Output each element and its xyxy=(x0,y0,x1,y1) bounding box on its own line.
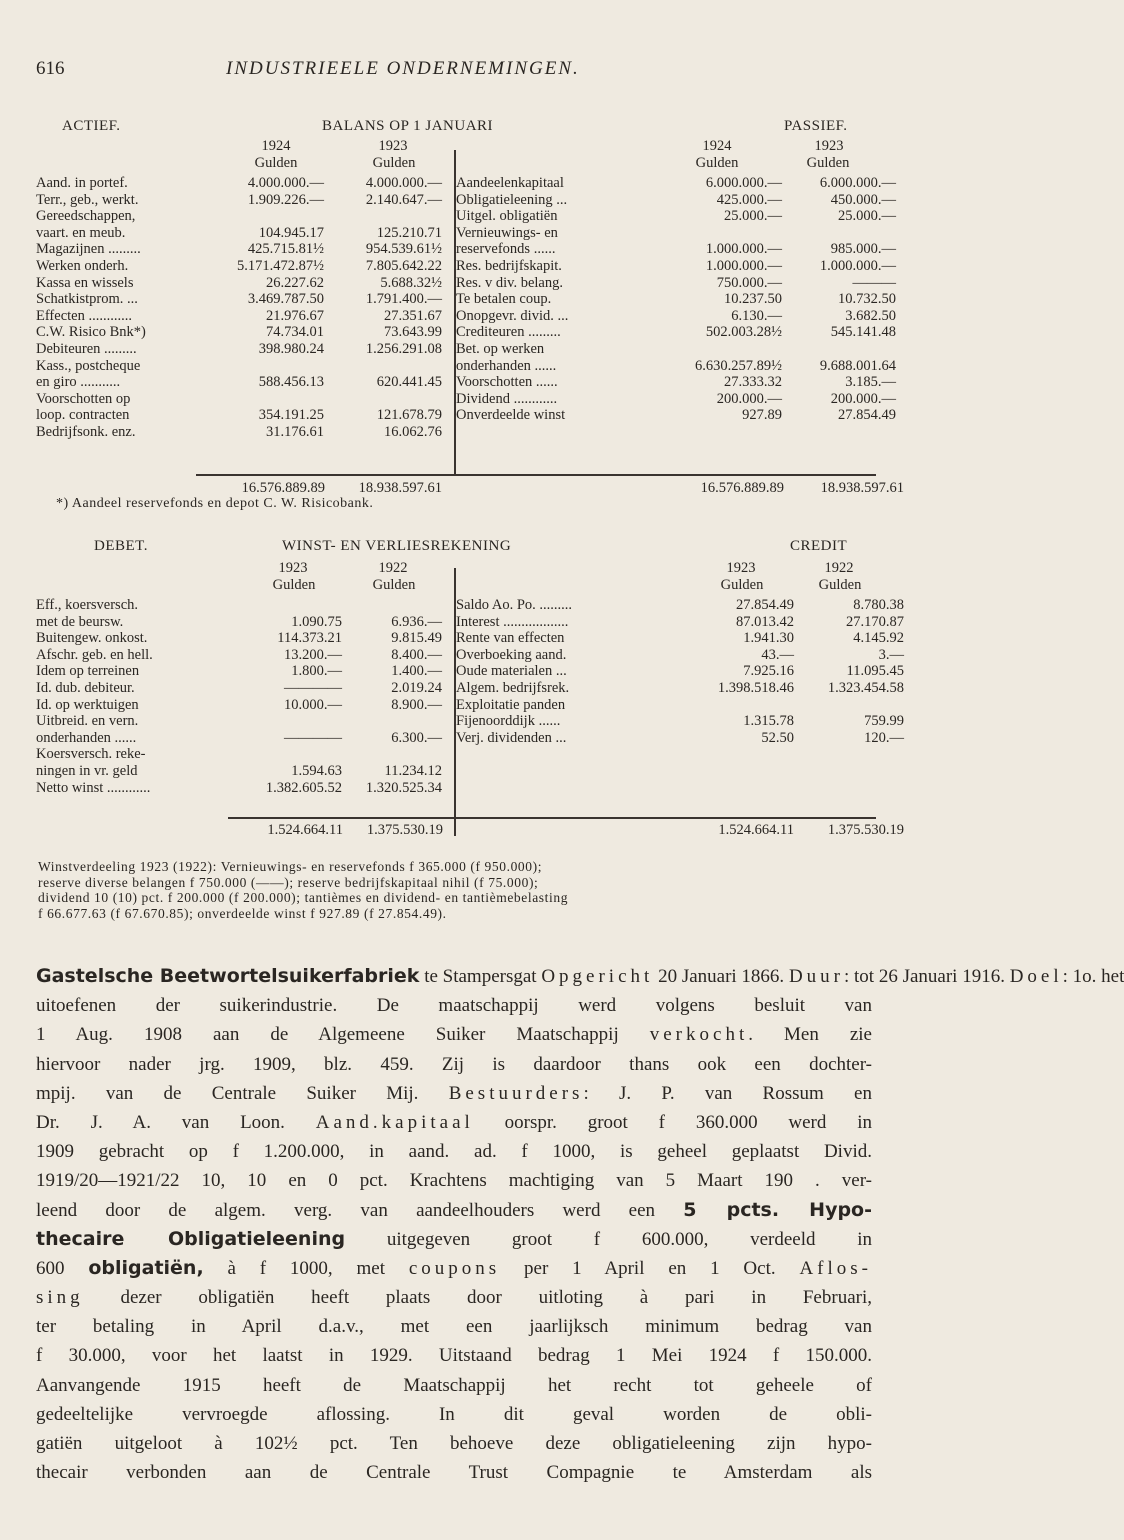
table-row xyxy=(36,308,456,324)
row-value: 31.176.61 xyxy=(266,424,324,440)
text-line xyxy=(36,962,1124,991)
table-row xyxy=(36,780,456,796)
text-line xyxy=(36,1254,872,1283)
text-line: Aanvangende 1915 heeft de Maatschappij het recht tot geheele of xyxy=(36,1374,872,1396)
row-value: 545.141.48 xyxy=(830,324,896,341)
col-year: 1923 xyxy=(814,138,844,154)
table-row xyxy=(36,663,456,679)
row-label: Dividend ............ xyxy=(456,390,558,407)
row-label: Werken onderh. xyxy=(36,258,129,274)
text-run: Opgericht xyxy=(541,966,654,987)
text-run: leend door de algem. verg. van aandeelhouders werd een xyxy=(36,1199,684,1221)
row-label: ningen in vr. geld xyxy=(36,763,138,779)
page-header xyxy=(36,58,876,88)
row-value: 954.539.61½ xyxy=(365,241,442,258)
total-value: 1.524.664.11 xyxy=(267,822,343,838)
row-value: 1.791.400.— xyxy=(365,291,442,308)
table-row xyxy=(456,390,896,407)
table-row xyxy=(36,291,456,307)
row-value: 27.170.87 xyxy=(846,613,904,630)
table-row xyxy=(456,407,896,424)
table-row xyxy=(456,597,904,613)
table-row xyxy=(456,191,896,208)
company-name: Gastelsche Beetwortelsuikerfabriek xyxy=(36,965,420,987)
row-value: 425.715.81½ xyxy=(247,241,324,258)
balans-passief-heading: PASSIEF. xyxy=(784,118,848,134)
text-line: ter betaling in April d.a.v., met een jaarlijksch minimum bedrag van xyxy=(36,1316,872,1338)
row-value: 10.000.— xyxy=(284,696,342,713)
total-value: 1.375.530.19 xyxy=(366,822,443,838)
table-row xyxy=(36,324,456,340)
row-value: 2.140.647.— xyxy=(365,191,442,208)
text-line xyxy=(36,1020,872,1049)
row-label: Verj. dividenden ... xyxy=(456,729,567,746)
row-value: 26.227.62 xyxy=(266,274,324,291)
col-unit: Gulden xyxy=(806,155,850,171)
row-value: 588.456.13 xyxy=(258,374,324,391)
row-value: 425.000.— xyxy=(716,191,782,208)
row-value: 398.980.24 xyxy=(258,341,324,357)
note-line: f 66.677.63 (f 67.670.85); onverdeelde winst f 927.89 (f 27.854.49). xyxy=(38,905,447,921)
row-value: 27.854.49 xyxy=(838,407,896,424)
row-label: Voorschotten ...... xyxy=(456,374,558,391)
table-row xyxy=(456,341,876,357)
row-value: 120.— xyxy=(864,729,904,746)
text-run: Duur xyxy=(788,966,844,987)
balans-unit-row xyxy=(36,155,876,171)
row-value: 6.130.— xyxy=(731,307,782,324)
row-value: 5.688.32½ xyxy=(380,274,442,291)
row-label: Algem. bedrijfsrek. xyxy=(456,680,570,696)
table-row xyxy=(36,241,456,257)
row-value: 87.013.42 xyxy=(736,613,794,630)
row-value: 1.256.291.08 xyxy=(365,341,442,357)
table-row xyxy=(456,680,904,696)
row-label: Onopgevr. divid. ... xyxy=(456,307,569,324)
table-row xyxy=(456,729,904,746)
row-value: 200.000.— xyxy=(830,390,896,407)
text-run: per 1 April en 1 Oct. xyxy=(500,1257,800,1279)
text-run: 20 Januari 1866. xyxy=(653,966,789,987)
table-row xyxy=(36,597,456,613)
text-run: Bestuurders xyxy=(448,1082,584,1104)
row-value: ———— xyxy=(284,729,342,746)
row-label: Aand. in portef. xyxy=(36,175,128,191)
row-value: 3.— xyxy=(878,646,904,663)
col-year: 1922 xyxy=(824,560,854,576)
table-row xyxy=(456,241,896,258)
row-label: Kassa en wissels xyxy=(36,274,134,291)
text-run: obligatiën, xyxy=(88,1256,204,1279)
wv-credit-heading: CREDIT xyxy=(790,538,848,554)
text-line xyxy=(36,1225,872,1254)
row-label: Schatkistprom. ... xyxy=(36,291,138,308)
row-label: Debiteuren ......... xyxy=(36,341,137,357)
text-run: : tot 26 Januari 1916. xyxy=(844,966,1010,987)
col-unit: Gulden xyxy=(372,155,416,171)
wv-title: WINST- EN VERLIESREKENING xyxy=(282,538,512,554)
row-value: 11.234.12 xyxy=(384,763,442,779)
row-value: 1.909.226.— xyxy=(247,191,324,208)
text-run: Aflos- xyxy=(799,1257,872,1279)
text-run: verkocht xyxy=(649,1024,749,1046)
row-value: 1.000.000.— xyxy=(705,241,782,258)
table-row xyxy=(36,358,456,374)
row-label: Voorschotten op xyxy=(36,390,131,407)
row-value: 4.000.000.— xyxy=(365,175,442,191)
running-head: INDUSTRIEELE ONDERNEMINGEN. xyxy=(226,58,580,79)
table-row xyxy=(456,663,904,680)
row-value: 27.854.49 xyxy=(736,597,794,613)
row-label: Terr., geb., werkt. xyxy=(36,191,139,208)
row-label: Saldo Ao. Po. ......... xyxy=(456,597,573,613)
row-label: Exploitatie panden xyxy=(456,696,566,713)
row-value: 7.805.642.22 xyxy=(365,258,442,274)
row-label: met de beursw. xyxy=(36,613,124,630)
row-value: 1.315.78 xyxy=(743,713,794,730)
row-value: 16.062.76 xyxy=(384,424,442,440)
row-label: Id. dub. debiteur. xyxy=(36,680,135,696)
row-label: Res. v div. belang. xyxy=(456,274,563,291)
row-value: 9.688.001.64 xyxy=(819,357,896,374)
row-value: 1.320.525.34 xyxy=(365,779,442,796)
wv-totals xyxy=(36,822,904,840)
row-value: 8.780.38 xyxy=(853,597,904,613)
text-line: gedeeltelijke vervroegde aflossing. In dit geval worden de obli- xyxy=(36,1403,872,1425)
row-value: 1.000.000.— xyxy=(705,258,782,274)
row-value: 502.003.28½ xyxy=(705,324,782,341)
row-label: en giro ........... xyxy=(36,374,121,391)
row-label: Uitgel. obligatiën xyxy=(456,208,558,225)
col-unit: Gulden xyxy=(720,577,764,593)
row-label: Rente van effecten xyxy=(456,630,565,647)
table-row xyxy=(36,192,456,208)
row-value: 25.000.— xyxy=(838,208,896,225)
text-run: oorspr. groot f 360.000 werd in xyxy=(473,1111,872,1133)
table-row xyxy=(36,614,456,630)
row-value: 620.441.45 xyxy=(376,374,442,391)
text-line xyxy=(36,1079,872,1108)
row-label: Id. op werktuigen xyxy=(36,696,139,713)
row-value: 104.945.17 xyxy=(258,224,324,241)
table-row xyxy=(36,208,456,224)
table-row xyxy=(456,713,904,730)
text-run: mpij. van de Centrale Suiker Mij. xyxy=(36,1082,449,1104)
row-label: Magazijnen ......... xyxy=(36,241,141,258)
table-row xyxy=(36,258,456,274)
row-value: 21.976.67 xyxy=(266,307,324,324)
text-run: à f 1000, met xyxy=(203,1257,409,1279)
table-row xyxy=(456,630,904,647)
text-run: 1 Aug. 1908 aan de Algemeene Suiker Maatschappij xyxy=(36,1024,650,1046)
wv-year-row xyxy=(36,560,876,576)
text-run: Dr. J. A. van Loon. xyxy=(36,1111,316,1133)
table-row xyxy=(36,424,456,440)
row-value: 27.333.32 xyxy=(724,374,782,391)
table-row xyxy=(36,175,456,191)
row-value: 3.185.— xyxy=(845,374,896,391)
text-run: dezer obligatiën heeft plaats door uitloting à pari in Februari, xyxy=(83,1287,872,1309)
col-unit: Gulden xyxy=(372,577,416,593)
text-run: coupons xyxy=(408,1257,501,1279)
row-value: 6.936.— xyxy=(391,613,442,630)
table-row xyxy=(456,324,896,341)
total-value: 1.375.530.19 xyxy=(827,822,904,838)
text-run: Doel xyxy=(1009,966,1063,987)
wv-debet-heading: DEBET. xyxy=(94,538,148,554)
table-row xyxy=(456,291,896,308)
row-label: Res. bedrijfskapit. xyxy=(456,258,562,274)
row-value: 1.382.605.52 xyxy=(265,779,342,796)
row-label: Idem op terreinen xyxy=(36,663,140,680)
table-row xyxy=(36,275,456,291)
text-run: uitgegeven groot f 600.000, verdeeld in xyxy=(345,1228,872,1250)
table-row xyxy=(36,763,456,779)
table-row xyxy=(36,341,456,357)
row-value: 1.323.454.58 xyxy=(827,680,904,696)
text-line: hiervoor nader jrg. 1909, blz. 459. Zij is daardoor thans ook een dochter- xyxy=(36,1053,872,1075)
table-row xyxy=(456,175,896,191)
note-line: dividend 10 (10) pct. f 200.000 (f 200.000); tantièmes en dividend- en tantièmebelasting xyxy=(38,890,569,905)
row-value: 125.210.71 xyxy=(376,224,442,241)
row-value: ——— xyxy=(852,274,896,291)
row-label: Netto winst ............ xyxy=(36,779,151,796)
text-run: : 1o. het xyxy=(1062,966,1124,987)
total-value: 1.524.664.11 xyxy=(718,822,794,838)
row-label: Eff., koersversch. xyxy=(36,597,139,613)
text-line xyxy=(36,1283,872,1312)
row-value: 3.682.50 xyxy=(845,307,896,324)
text-run: : J. P. van Rossum en xyxy=(583,1082,872,1104)
text-line xyxy=(36,1108,872,1137)
row-value: 6.000.000.— xyxy=(705,175,782,191)
total-value: 16.576.889.89 xyxy=(241,480,325,496)
col-year: 1922 xyxy=(378,560,408,576)
table-row xyxy=(36,374,456,390)
text-run: 600 xyxy=(36,1257,89,1279)
row-label: Aandeelenkapitaal xyxy=(456,175,564,191)
row-value: ———— xyxy=(284,680,342,696)
wv-total-rule xyxy=(228,817,876,819)
total-value: 18.938.597.61 xyxy=(820,480,904,496)
table-row xyxy=(456,307,896,324)
table-row xyxy=(456,374,896,391)
row-label: Fijenoorddijk ...... xyxy=(456,713,561,730)
balans-footnote: *) Aandeel reservefonds en depot C. W. Risicobank. xyxy=(56,496,374,511)
text-run: sing xyxy=(36,1287,84,1309)
row-value: 200.000.— xyxy=(716,390,782,407)
row-label: Te betalen coup. xyxy=(456,291,552,308)
row-value: 114.373.21 xyxy=(277,630,342,647)
row-value: 759.99 xyxy=(864,713,904,730)
row-value: 354.191.25 xyxy=(258,407,324,424)
table-row xyxy=(456,225,876,241)
row-value: 121.678.79 xyxy=(376,407,442,424)
winstverdeeling-note xyxy=(38,859,868,921)
text-line xyxy=(36,1196,872,1225)
table-row xyxy=(456,258,896,274)
table-row xyxy=(36,407,456,423)
row-label: Crediteuren ......... xyxy=(456,324,561,341)
table-row xyxy=(36,225,456,241)
row-value: 6.300.— xyxy=(391,729,442,746)
table-row xyxy=(456,697,876,713)
row-value: 10.237.50 xyxy=(724,291,782,308)
note-line: reserve diverse belangen f 750.000 (——); reserve bedrijfskapitaal nihil (f 75.000); xyxy=(38,874,539,890)
row-value: 13.200.— xyxy=(284,646,342,663)
text-run: thecaire Obligatieleening xyxy=(36,1227,346,1250)
row-value: 10.732.50 xyxy=(838,291,896,308)
row-value: 3.469.787.50 xyxy=(247,291,324,308)
row-value: 1.400.— xyxy=(391,663,442,680)
balans-divider xyxy=(454,150,456,476)
text-run: te Stampersgat xyxy=(419,966,542,987)
total-value: 18.938.597.61 xyxy=(358,480,442,496)
table-row xyxy=(36,680,456,696)
wv-table xyxy=(36,560,904,820)
row-value: 9.815.49 xyxy=(391,630,442,647)
row-label: Uitbreid. en vern. xyxy=(36,713,139,730)
row-value: 1.090.75 xyxy=(291,613,342,630)
row-value: 7.925.16 xyxy=(743,663,794,680)
row-value: 1.398.518.46 xyxy=(717,680,794,696)
row-label: vaart. en meub. xyxy=(36,224,126,241)
row-label: reservefonds ...... xyxy=(456,241,556,258)
row-value: 8.900.— xyxy=(391,696,442,713)
row-value: 73.643.99 xyxy=(384,324,442,341)
table-row xyxy=(36,713,456,729)
row-label: Effecten ............ xyxy=(36,307,132,324)
col-year: 1923 xyxy=(726,560,756,576)
row-label: Kass., postcheque xyxy=(36,357,141,374)
row-value: 8.400.— xyxy=(391,646,442,663)
company-entry xyxy=(36,962,1124,1487)
col-year: 1924 xyxy=(702,138,732,154)
row-label: Obligatieleening ... xyxy=(456,191,568,208)
table-row xyxy=(36,746,456,762)
table-row xyxy=(456,613,904,630)
balans-year-row xyxy=(36,138,876,154)
table-row xyxy=(36,647,456,663)
row-label: loop. contracten xyxy=(36,407,130,424)
row-label: Vernieuwings- en xyxy=(456,224,558,241)
row-label: Gereedschappen, xyxy=(36,208,136,225)
row-label: Overboeking aand. xyxy=(456,646,567,663)
col-unit: Gulden xyxy=(818,577,862,593)
row-label: Afschr. geb. en hell. xyxy=(36,646,153,663)
row-label: onderhanden ...... xyxy=(36,729,137,746)
col-unit: Gulden xyxy=(272,577,316,593)
table-row xyxy=(456,208,896,225)
row-value: 25.000.— xyxy=(724,208,782,225)
text-run: . Men zie xyxy=(748,1024,872,1046)
row-value: 1.000.000.— xyxy=(819,258,896,274)
col-year: 1923 xyxy=(378,138,408,154)
row-value: 450.000.— xyxy=(830,191,896,208)
text-line: thecair verbonden aan de Centrale Trust Compagnie te Amsterdam als xyxy=(36,1462,872,1484)
text-run: Aand.kapitaal xyxy=(315,1111,474,1133)
balans-total-rule xyxy=(196,474,876,476)
row-label: Oude materialen ... xyxy=(456,663,567,680)
table-row xyxy=(456,274,896,291)
row-value: 27.351.67 xyxy=(384,307,442,324)
wv-unit-row xyxy=(36,577,876,593)
note-line: Winstverdeeling 1923 (1922): Vernieuwings- en reservefonds f 365.000 (f 950.000); xyxy=(38,859,543,874)
row-label: Interest .................. xyxy=(456,613,569,630)
col-year: 1924 xyxy=(261,138,291,154)
row-value: 4.145.92 xyxy=(853,630,904,647)
text-line: gatiën uitgeloot à 102½ pct. Ten behoeve deze obligatieleening zijn hypo- xyxy=(36,1433,872,1454)
row-label: Buitengew. onkost. xyxy=(36,630,148,647)
balans-table xyxy=(36,138,896,478)
page-number: 616 xyxy=(36,58,65,79)
col-unit: Gulden xyxy=(695,155,739,171)
row-value: 43.— xyxy=(761,646,794,663)
row-value: 927.89 xyxy=(742,407,782,424)
col-year: 1923 xyxy=(278,560,308,576)
row-value: 6.000.000.— xyxy=(819,175,896,191)
table-row xyxy=(456,646,904,663)
row-value: 985.000.— xyxy=(830,241,896,258)
row-label: C.W. Risico Bnk*) xyxy=(36,324,146,341)
table-row xyxy=(36,697,456,713)
row-value: 4.000.000.— xyxy=(247,175,324,191)
text-line: 1909 gebracht op f 1.200.000, in aand. ad. f 1000, is geheel geplaatst Divid. xyxy=(36,1141,872,1163)
row-label: Bet. op werken xyxy=(456,341,545,357)
row-value: 1.800.— xyxy=(291,663,342,680)
row-label: Koersversch. reke- xyxy=(36,746,146,763)
row-label: Onverdeelde winst xyxy=(456,407,566,424)
balans-actief-heading: ACTIEF. xyxy=(62,118,121,134)
text-line: 1919/20—1921/22 10, 10 en 0 pct. Krachtens machtiging van 5 Maart 190 . ver- xyxy=(36,1170,872,1192)
row-value: 52.50 xyxy=(761,729,794,746)
col-unit: Gulden xyxy=(254,155,298,171)
table-row xyxy=(36,630,456,646)
row-value: 750.000.— xyxy=(716,274,782,291)
table-row xyxy=(456,357,896,374)
row-value: 74.734.01 xyxy=(266,324,324,341)
row-value: 11.095.45 xyxy=(846,663,904,680)
text-line: f 30.000, voor het laatst in 1929. Uitstaand bedrag 1 Mei 1924 f 150.000. xyxy=(36,1345,872,1367)
text-line: uitoefenen der suikerindustrie. De maatschappij werd volgens besluit van xyxy=(36,995,872,1017)
balans-title: BALANS OP 1 JANUARI xyxy=(322,118,494,134)
wv-divider xyxy=(454,568,456,836)
row-label: Bedrijfsonk. enz. xyxy=(36,424,136,440)
row-value: 1.941.30 xyxy=(743,630,794,647)
row-value: 2.019.24 xyxy=(391,680,442,696)
row-value: 5.171.472.87½ xyxy=(237,258,324,274)
row-label: onderhanden ...... xyxy=(456,357,557,374)
row-value: 6.630.257.89½ xyxy=(695,357,782,374)
table-row xyxy=(36,730,456,746)
table-row xyxy=(36,391,456,407)
text-run: 5 pcts. Hypo- xyxy=(683,1198,872,1221)
total-value: 16.576.889.89 xyxy=(700,480,784,496)
row-value: 1.594.63 xyxy=(291,763,342,779)
